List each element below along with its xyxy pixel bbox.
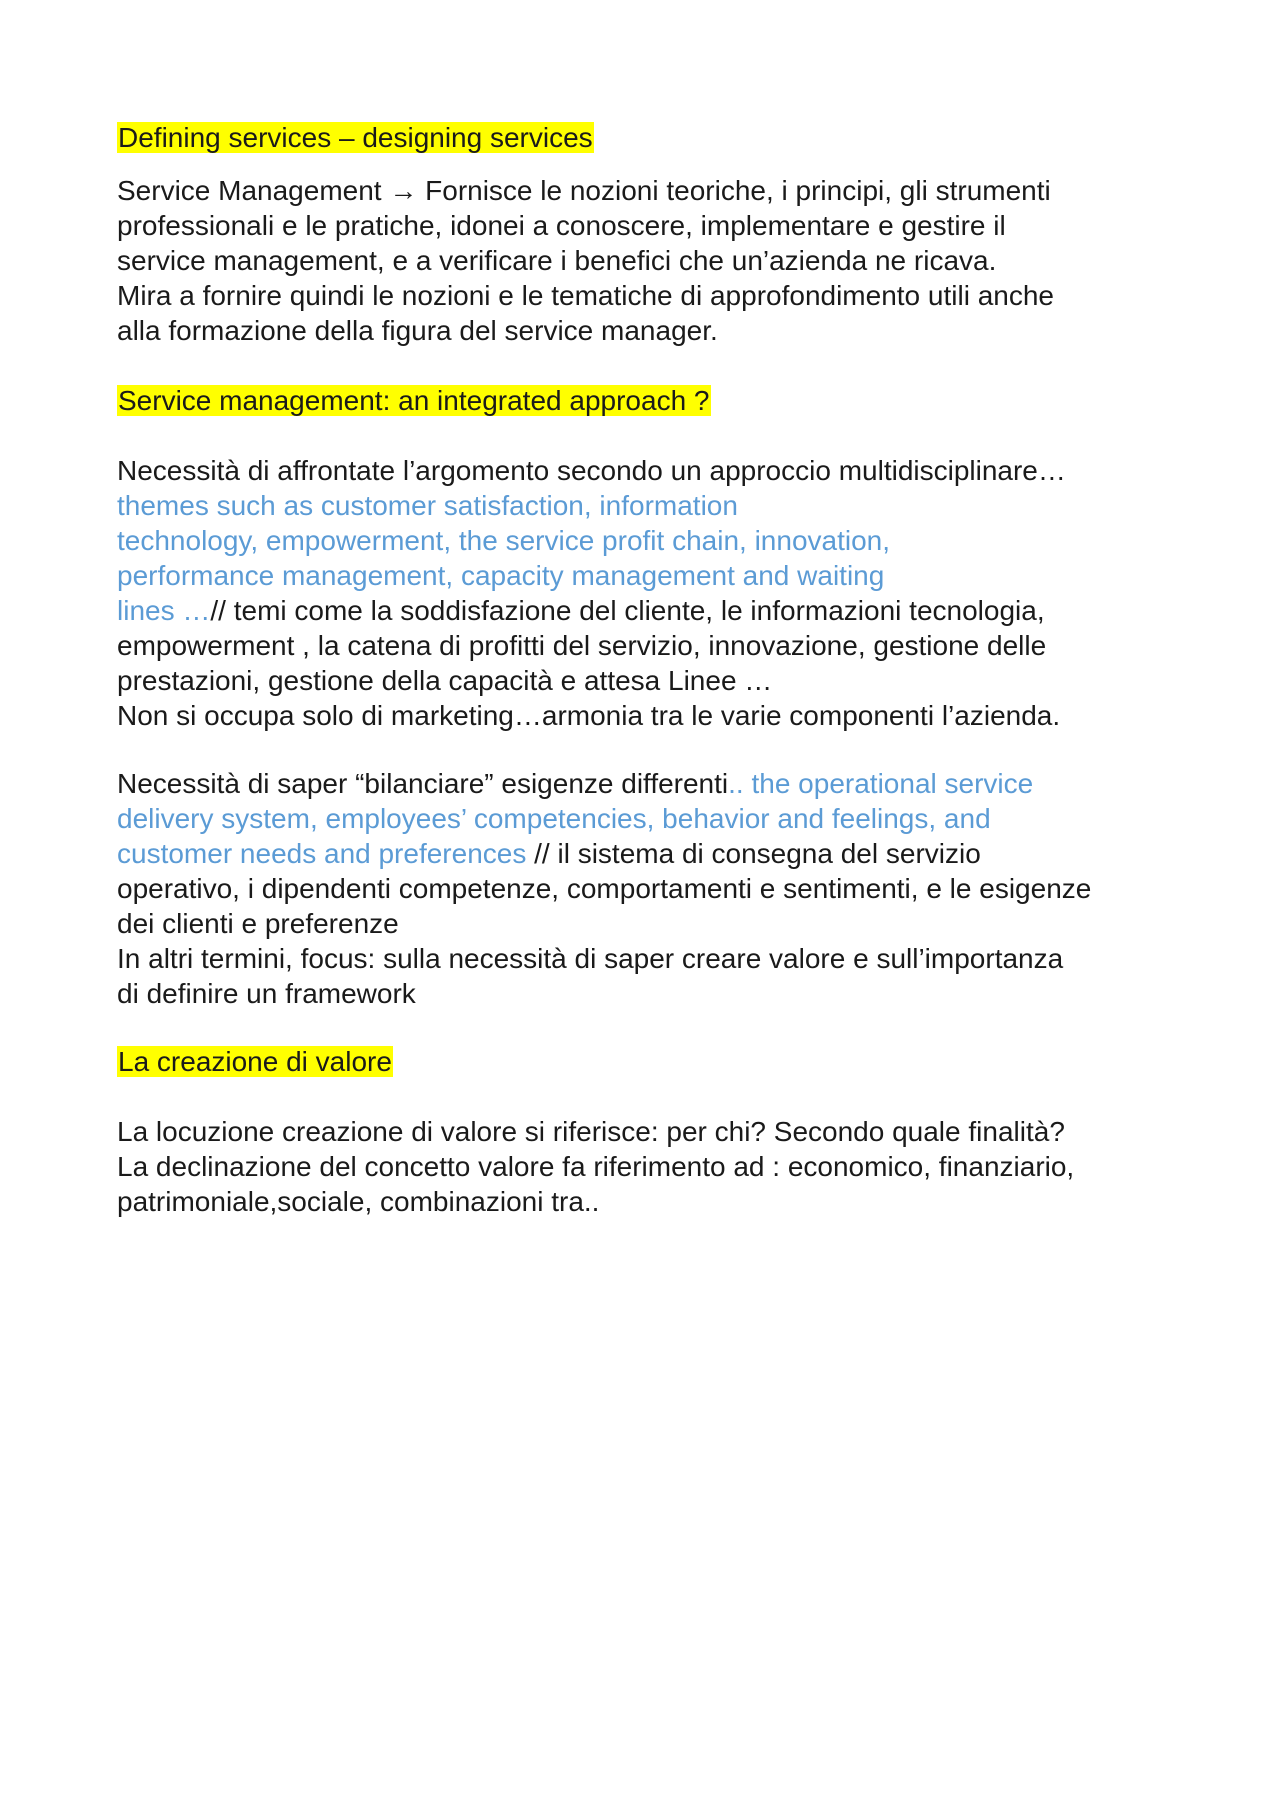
english-quote: customer needs and preferences — [117, 838, 527, 869]
english-quote: themes such as customer satisfaction, information — [117, 490, 738, 521]
heading-text: La creazione di valore — [118, 1046, 392, 1077]
paragraph-balancing-needs: Necessità di saper “bilanciare” esigenze differenti.. the operational service delivery system, employees’ competencies, behavior and feelings, and customer needs and preferences // il sistema di consegna del servizio operativo, i dipendenti competenze, comportamenti e sentimenti, e le esigenze dei clienti e preferenze In altri termini, focus: sulla necessità di saper creare valore e sull’importanza di definire un framework — [117, 766, 1177, 1011]
document-page — [117, 120, 1177, 1219]
english-quote: performance management, capacity management and waiting — [117, 560, 885, 591]
paragraph-service-management: Service Management → Fornisce le nozioni teoriche, i principi, gli strumenti professionali e le pratiche, idonei a conoscere, implementare e gestire il service management, e a verificare i benefici che un’azienda ne ricava. Mira a fornire quindi le nozioni e le tematiche di approfondimento utili anche alla formazione della figura del service manager. — [117, 175, 1054, 346]
paragraph-value-creation: La locuzione creazione di valore si riferisce: per chi? Secondo quale finalità? La declinazione del concetto valore fa riferimento ad : economico, finanziario, patrimoniale,sociale, combinazioni tra.. — [117, 1116, 1075, 1217]
heading-creazione-valore — [117, 1044, 1177, 1079]
heading-integrated-approach — [117, 383, 1177, 418]
english-quote: .. the operational service — [728, 768, 1034, 799]
right-arrow-icon: → — [389, 175, 418, 206]
heading-defining-services — [117, 120, 1177, 155]
heading-text: Service management: an integrated approach ? — [118, 385, 710, 416]
paragraph-multidisciplinary: Necessità di affrontate l’argomento secondo un approccio multidisciplinare… themes such as customer satisfaction, information technology, empowerment, the service profit chain, innovation, performance management, capacity management and waiting lines …// temi come la soddisfazione del cliente, le informazioni tecnologia, empowerment , la catena di profitti del servizio, innovazione, gestione delle prestazioni, gestione della capacità e attesa Linee … Non si occupa solo di marketing…armonia tra le varie componenti l’azienda. — [117, 453, 1177, 733]
english-quote: technology, empowerment, the service profit chain, innovation, — [117, 525, 891, 556]
english-quote: lines … — [117, 595, 211, 626]
english-quote: delivery system, employees’ competencies, behavior and feelings, and — [117, 803, 991, 834]
heading-text: Defining services – designing services — [118, 122, 593, 153]
lead-term: Service Management — [117, 175, 382, 206]
